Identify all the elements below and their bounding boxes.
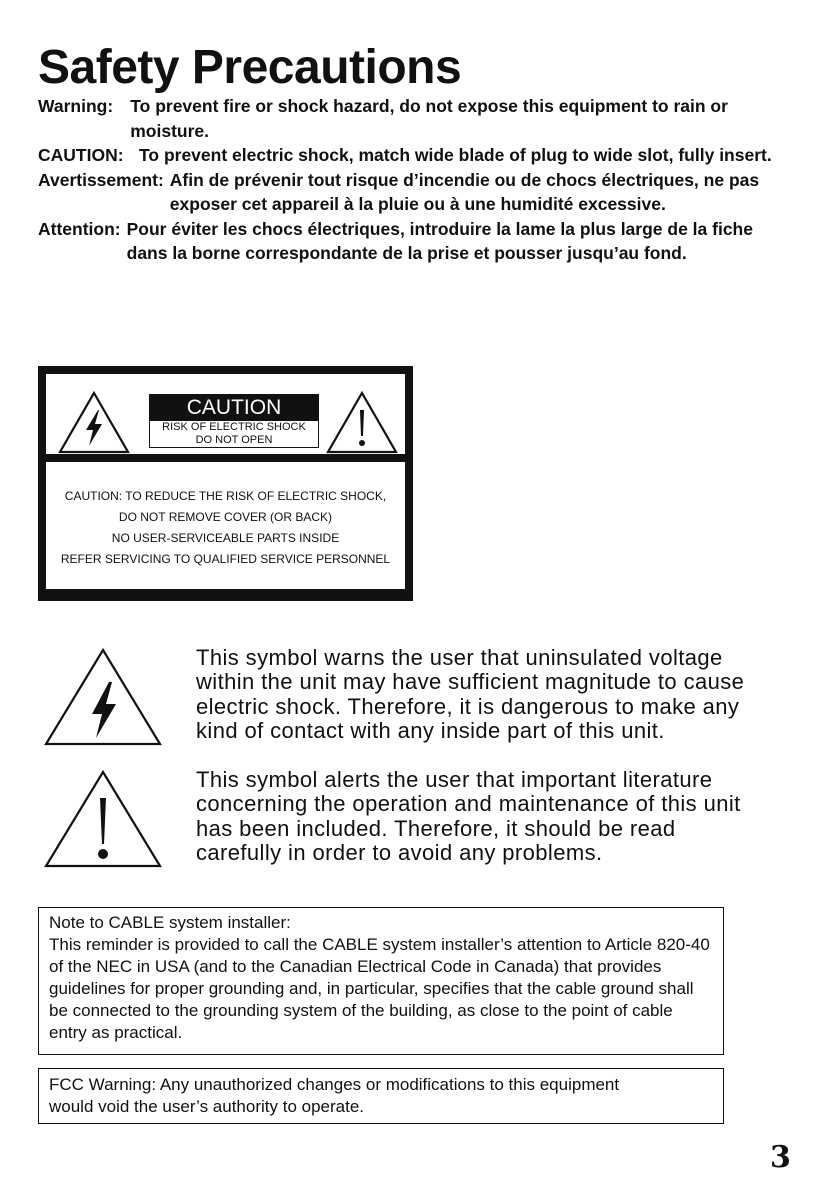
page-title: Safety Precautions	[38, 41, 462, 94]
lightning-warning-icon	[58, 390, 130, 454]
caution-line: NO USER-SERVICEABLE PARTS INSIDE	[111, 531, 340, 545]
avertissement-text: Afin de prévenir tout risque d’incendie ou de chocs électriques, ne pas exposer cet appareil à la pluie ou à une humidité excessive.	[169, 169, 760, 214]
exclamation-triangle-icon	[42, 768, 164, 870]
cable-note-heading: Note to CABLE system installer:	[49, 913, 291, 932]
fcc-warning-box	[38, 1068, 724, 1124]
attention-text: Pour éviter les chocs électriques, introduire la lame la plus large de la fiche dans la borne correspondante de la prise et pousser jusqu’au fond.	[126, 218, 753, 263]
avertissement-label: Avertissement:	[38, 169, 164, 190]
warning-list	[38, 94, 798, 266]
caution-heading: CAUTION	[150, 395, 318, 421]
lightning-symbol-text: This symbol warns the user that uninsulated voltage within the unit may have sufficient magnitude to cause electric shock. Therefore, it is dangerous to make any kind of contact with any inside part of this unit.	[196, 645, 745, 743]
warning-text: To prevent fire or shock hazard, do not expose this equipment to rain or moisture.	[130, 96, 728, 141]
attention-item	[38, 217, 798, 266]
caution-text: To prevent electric shock, match wide blade of plug to wide slot, fully insert.	[139, 145, 772, 165]
caution-label: CAUTION:	[38, 145, 124, 165]
caution-sub-line-2: DO NOT OPEN	[195, 434, 273, 446]
caution-line: REFER SERVICING TO QUALIFIED SERVICE PERSONNEL	[60, 552, 391, 566]
exclamation-symbol-text: This symbol alerts the user that important literature concerning the operation and maintenance of this unit has been included. Therefore, it should be read carefully in order to avoid any problems.	[196, 767, 741, 865]
caution-line: CAUTION: TO REDUCE THE RISK OF ELECTRIC SHOCK,	[64, 489, 387, 503]
page-number: 3	[770, 1140, 791, 1175]
exclamation-warning-icon	[326, 390, 398, 454]
cable-installer-note	[38, 907, 724, 1055]
cable-note-body: This reminder is provided to call the CABLE system installer’s attention to Article 820-40 of the NEC in USA (and to the Canadian Electrical Code in Canada) that provides guidelines for proper grounding and, in particular, specifies that the cable ground shall be connected to the grounding system of the building, as close to the point of cable entry as practical.	[49, 935, 710, 1042]
caution-sub-line-1: RISK OF ELECTRIC SHOCK	[162, 421, 306, 433]
caution-bottom-panel	[46, 462, 405, 589]
caution-top-panel	[46, 374, 405, 454]
attention-label: Attention:	[38, 218, 121, 239]
warning-label: Warning:	[38, 96, 114, 116]
caution-label-box	[38, 366, 413, 601]
fcc-warning-text: FCC Warning: Any unauthorized changes or modifications to this equipment would void the user’s authority to operate.	[49, 1075, 620, 1116]
lightning-triangle-icon	[42, 646, 164, 748]
caution-badge	[149, 394, 319, 448]
caution-item	[38, 143, 798, 168]
avertissement-item	[38, 168, 798, 217]
caution-line: DO NOT REMOVE COVER (OR BACK)	[118, 510, 333, 524]
warning-item	[38, 94, 798, 143]
